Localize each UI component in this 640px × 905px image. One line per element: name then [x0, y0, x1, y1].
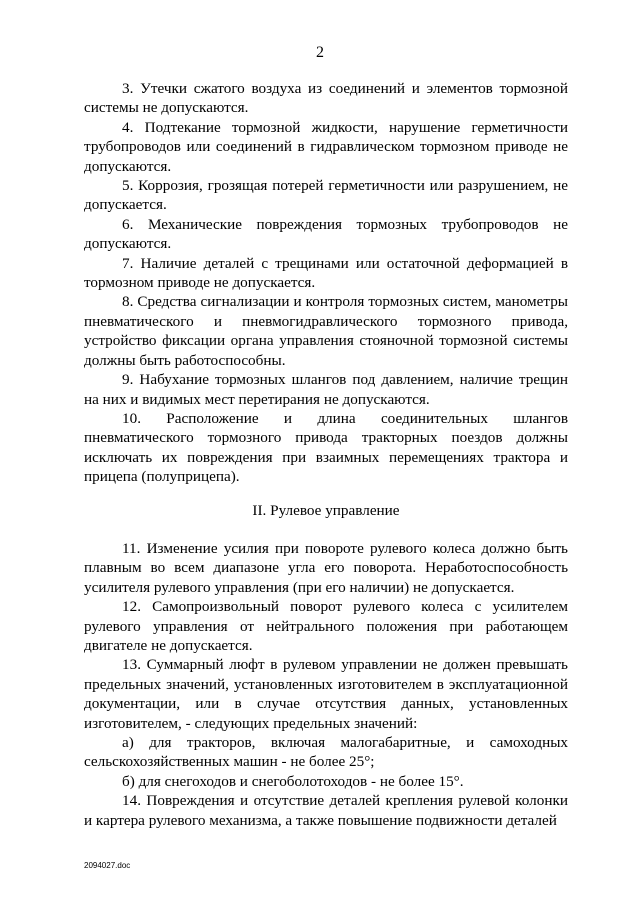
paragraph-4: 4. Подтекание тормозной жидкости, нарушение герметичности трубопроводов или соединений в гидравлическом тормозном приводе не допускаются.: [84, 118, 568, 175]
paragraph-9: 9. Набухание тормозных шлангов под давлением, наличие трещин на них и видимых мест перетирания не допускаются.: [84, 371, 568, 408]
paragraph-6: 6. Механические повреждения тормозных трубопроводов не допускаются.: [84, 215, 568, 253]
paragraph-5: 5. Коррозия, грозящая потерей герметичности или разрушением, не допускается.: [84, 177, 568, 214]
document-body: [84, 79, 568, 830]
paragraph-11: 11. Изменение усилия при повороте рулевого колеса должно быть плавным во всем диапазоне угла его поворота. Неработоспособность усилителя рулевого управления (при его наличии) не допускается.: [84, 539, 568, 596]
paragraph-13: 13. Суммарный люфт в рулевом управлении не должен превышать предельных значений, установленных изготовителем в эксплуатационной документации, или в случае отсутствия данных, установленных изготовителем, - следующих предельных значений:: [84, 656, 568, 732]
paragraph-3: 3. Утечки сжатого воздуха из соединений и элементов тормозной системы не допускаются.: [84, 80, 568, 117]
section-heading-steering: II. Рулевое управление: [252, 501, 400, 519]
page-number: 2: [316, 44, 324, 61]
paragraph-13b: б) для снегоходов и снегоболотоходов - не более 15°.: [122, 772, 464, 790]
paragraph-8: 8. Средства сигнализации и контроля тормозных систем, манометры пневматического и пневмогидравлического тормозного привода, устройство фиксации органа управления стояночной тормозной системы должны быть работоспособны.: [84, 293, 568, 369]
paragraph-7: 7. Наличие деталей с трещинами или остаточной деформацией в тормозном приводе не допускается.: [84, 254, 568, 292]
paragraph-13a: а) для тракторов, включая малогабаритные, и самоходных сельскохозяйственных машин - не более 25°;: [84, 734, 568, 771]
paragraph-14: 14. Повреждения и отсутствие деталей крепления рулевой колонки и картера рулевого механизма, а также повышение подвижности деталей: [84, 792, 568, 829]
paragraph-12: 12. Самопроизвольный поворот рулевого колеса с усилителем рулевого управления от нейтрального положения при работающем двигателе не допускается.: [84, 598, 568, 654]
footer-filename: 2094027.doc: [84, 861, 131, 870]
paragraph-10: 10. Расположение и длина соединительных шлангов пневматического тормозного привода тракторных поездов должны исключать их повреждения при взаимных перемещениях трактора и прицепа (полуприцепа).: [84, 409, 568, 486]
